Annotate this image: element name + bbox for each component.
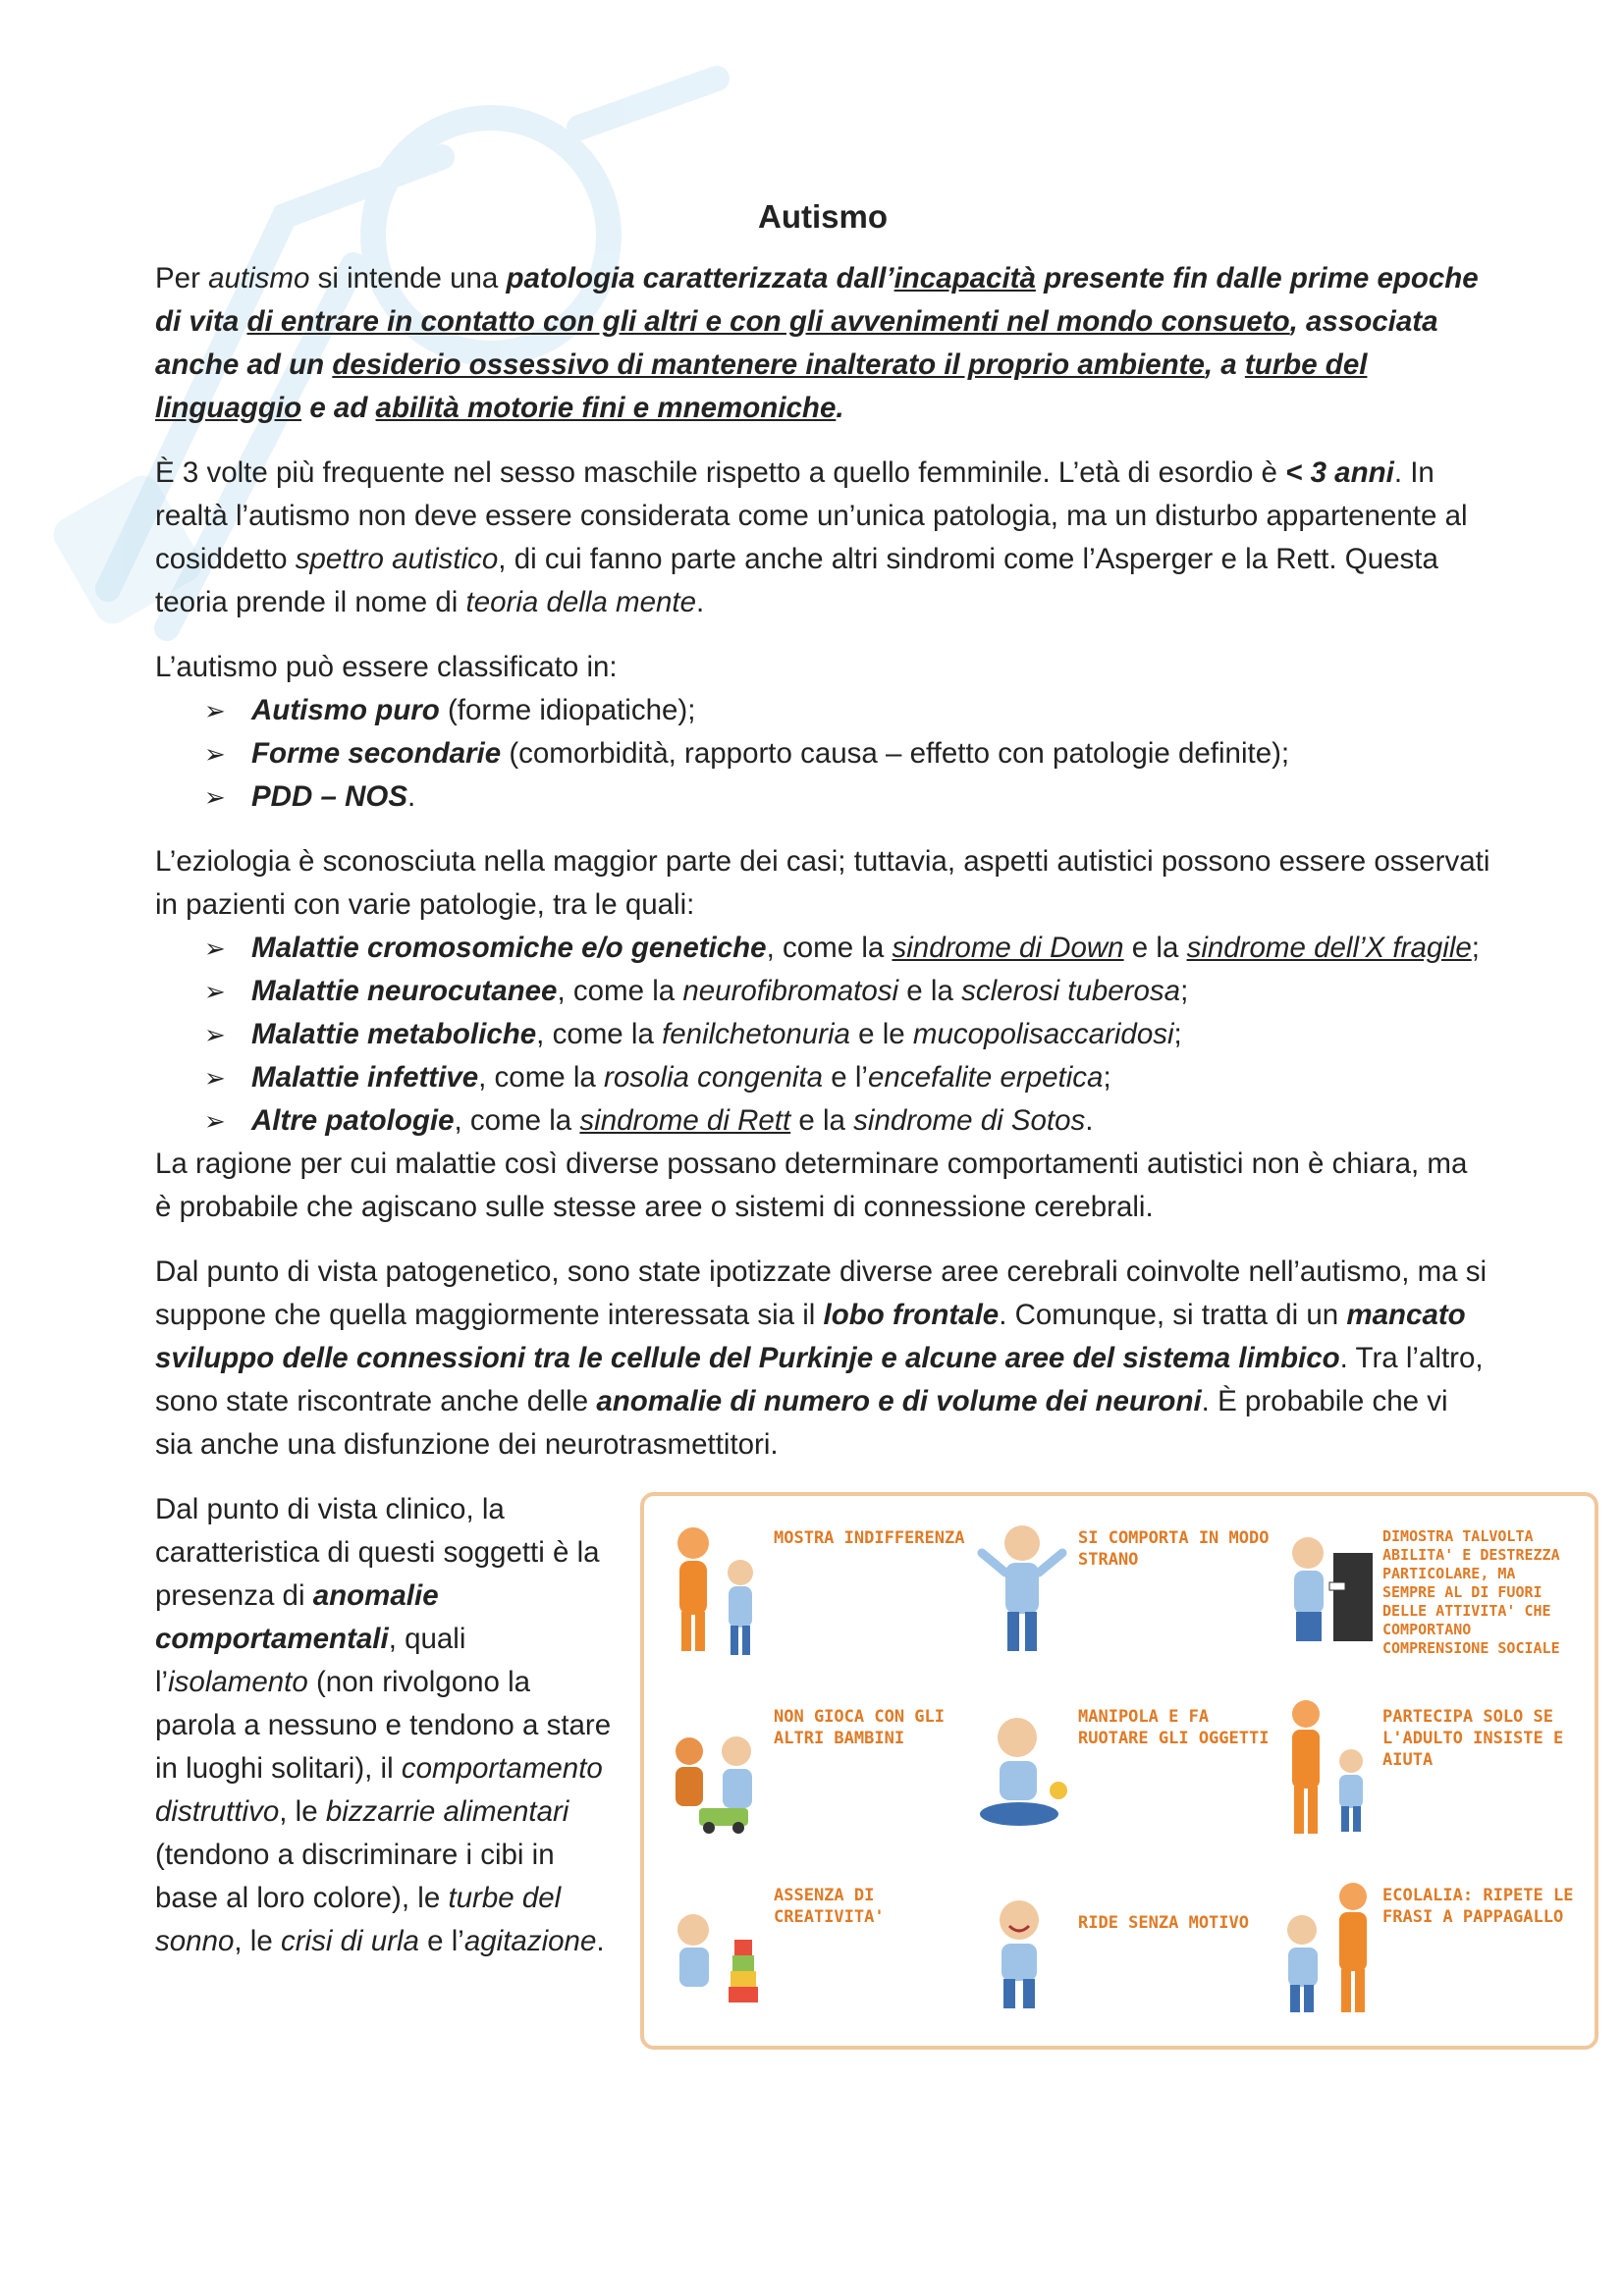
list-item: ➢ Malattie cromosomiche e/o genetiche, come la sindrome di Down e la sindrome dell’X fragile; <box>204 927 1490 970</box>
document-page <box>155 192 1574 2038</box>
figure-cell-indifference <box>658 1504 972 1679</box>
adult-and-child-icon <box>1272 1692 1380 1840</box>
child-figure-icon <box>968 1514 1076 1661</box>
clinical-paragraph: Dal punto di vista clinico, la caratteristica di questi soggetti è la presenza di anomalie comportamentali, quali l’isolamento (non rivolgono la parola a nessuno e tendono a stare in luoghi solitari), il comportamento distruttivo, le bizzarrie alimentari (tendono a discriminare i cibi in base al loro colore), le turbe del sonno, le crisi di urla e l’agitazione. <box>155 1493 612 1957</box>
child-figure-icon <box>664 1514 772 1661</box>
figure-cell-echolalia <box>1267 1861 1581 2036</box>
figure-cell-no-play <box>658 1682 972 1857</box>
figure-caption: MANIPOLA E FA RUOTARE GLI OGGETTI <box>1078 1707 1270 1748</box>
list-item: ➢ Forme secondarie (comorbidità, rapporto causa – effetto con patologie definite); <box>204 732 1490 775</box>
figure-cell-spinning-objects <box>962 1682 1276 1857</box>
child-sitting-icon <box>968 1692 1076 1840</box>
intro-paragraph: Per autismo si intende una patologia caratterizzata dall’incapacità presente fin dalle prime epoche di vita di entrare in contatto con gli altri e con gli avvenimenti nel mondo consueto, associata anche ad un desiderio ossessivo di mantenere inalterato il proprio ambiente, a turbe del linguaggio e ad abilità motorie fini e mnemoniche. <box>155 262 1479 424</box>
figure-cell-strange-behavior <box>962 1504 1276 1679</box>
figure-caption: PARTECIPA SOLO SE L'ADULTO INSISTE E AIUTA <box>1382 1707 1564 1770</box>
figure-caption: SI COMPORTA IN MODO STRANO <box>1078 1528 1270 1570</box>
arrow-bullet-icon: ➢ <box>204 1020 226 1049</box>
children-playing-icon <box>664 1692 772 1840</box>
figure-caption: ASSENZA DI CREATIVITA' <box>774 1886 885 1927</box>
arrow-bullet-icon: ➢ <box>204 1063 226 1093</box>
figure-caption: RIDE SENZA MOTIVO <box>1078 1913 1249 1933</box>
etiology-conclusion: La ragione per cui malattie così diverse possano determinare comportamenti autistici non è chiara, ma è probabile che agiscano sulle stesse aree o sistemi di connessione cerebrali. <box>155 1148 1468 1223</box>
classification-intro: L’autismo può essere classificato in: <box>155 651 618 683</box>
list-item: ➢ Malattie metaboliche, come la fenilchetonuria e le mucopolisaccaridosi; <box>204 1013 1490 1056</box>
figure-caption: NON GIOCA CON GLI ALTRI BAMBINI <box>774 1707 945 1748</box>
autism-symptoms-illustration <box>640 1492 1598 2050</box>
figure-caption: DIMOSTRA TALVOLTA ABILITA' E DESTREZZA PARTICOLARE, MA SEMPRE AL DI FUORI DELLE ATTIVITA' CHE COMPORTANO COMPRENSIONE SOCIALE <box>1382 1527 1560 1657</box>
list-item: ➢ PDD – NOS. <box>204 775 1490 819</box>
list-item: ➢ Autismo puro (forme idiopatiche); <box>204 689 1490 732</box>
figure-cell-adult-help <box>1267 1682 1581 1857</box>
figure-cell-special-skill <box>1267 1504 1581 1679</box>
child-and-adult-talking-icon <box>1272 1871 1380 2018</box>
list-item: ➢ Malattie neurocutanee, come la neurofibromatosi e la sclerosi tuberosa; <box>204 970 1490 1013</box>
arrow-bullet-icon: ➢ <box>204 934 226 963</box>
child-at-piano-icon <box>1272 1514 1380 1661</box>
arrow-bullet-icon: ➢ <box>204 739 226 769</box>
child-stacking-blocks-icon <box>664 1871 772 2018</box>
classification-list <box>155 689 1490 819</box>
child-laughing-icon <box>968 1871 1076 2018</box>
frequency-paragraph: È 3 volte più frequente nel sesso maschile rispetto a quello femminile. L’età di esordio è < 3 anni. In realtà l’autismo non deve essere considerata come un’unica patologia, ma un disturbo appartenente al cosiddetto spettro autistico, di cui fanno parte anche altri sindromi come l’Asperger e la Rett. Questa teoria prende il nome di teoria della mente. <box>155 456 1468 618</box>
arrow-bullet-icon: ➢ <box>204 977 226 1006</box>
figure-caption: MOSTRA INDIFFERENZA <box>774 1528 965 1548</box>
etiology-intro: L’eziologia è sconosciuta nella maggior parte dei casi; tuttavia, aspetti autistici possono essere osservati in pazienti con varie patologie, tra le quali: <box>155 845 1490 921</box>
arrow-bullet-icon: ➢ <box>204 1106 226 1136</box>
figure-cell-laughs <box>962 1861 1276 2036</box>
arrow-bullet-icon: ➢ <box>204 696 226 725</box>
etiology-list <box>155 927 1490 1143</box>
clinical-section <box>155 1488 1574 2038</box>
list-item: ➢ Altre patologie, come la sindrome di Rett e la sindrome di Sotos. <box>204 1099 1490 1143</box>
figure-cell-no-creativity <box>658 1861 972 2036</box>
pathogenesis-paragraph: Dal punto di vista patogenetico, sono state ipotizzate diverse aree cerebrali coinvolte nell’autismo, ma si suppone che quella maggiormente interessata sia il lobo frontale. Comunque, si tratta di un mancato sviluppo delle connessioni tra le cellule del Purkinje e alcune aree del sistema limbico. Tra l’altro, sono state riscontrate anche delle anomalie di numero e di volume dei neuroni. È probabile che vi sia anche una disfunzione dei neurotrasmettitori. <box>155 1255 1488 1461</box>
figure-caption: ECOLALIA: RIPETE LE FRASI A PAPPAGALLO <box>1382 1886 1574 1927</box>
arrow-bullet-icon: ➢ <box>204 782 226 812</box>
list-item: ➢ Malattie infettive, come la rosolia congenita e l’encefalite erpetica; <box>204 1056 1490 1099</box>
page-title: Autismo <box>758 198 888 235</box>
